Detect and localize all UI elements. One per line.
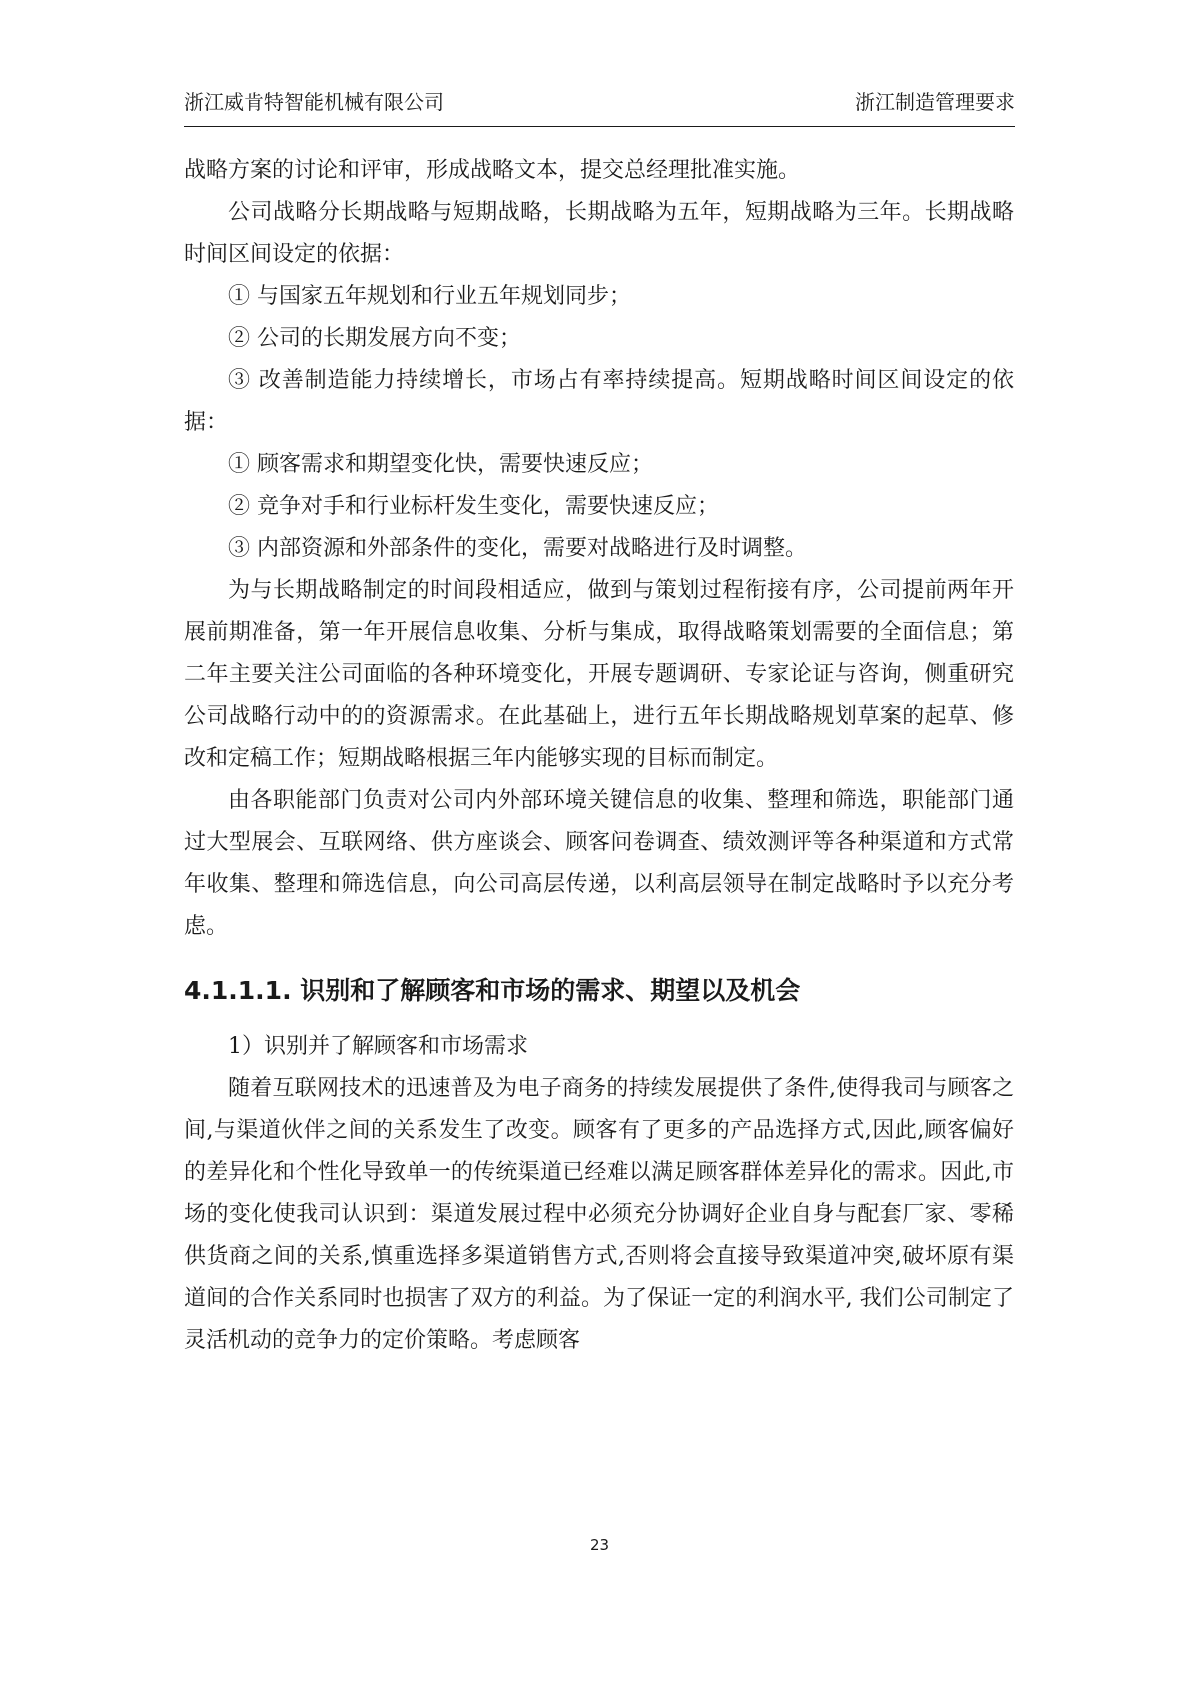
page-number: 23: [589, 1536, 610, 1554]
paragraph-customer-market-needs: 随着互联网技术的迅速普及为电子商务的持续发展提供了条件,使得我司与顾客之间,与渠道伙伴之间的关系发生了改变。顾客有了更多的产品选择方式,因此,顾客偏好的差异化和个性化导致单一的传统渠道已经难以满足顾客群体差异化的需求。因此,市场的变化使我司认识到：渠道发展过程中必须充分协调好企业自身与配套厂家、零稀供货商之间的关系,慎重选择多渠道销售方式,否则将会直接导致渠道冲突,破坏原有渠道间的合作关系同时也损害了双方的利益。为了保证一定的利润水平, 我们公司制定了灵活机动的竞争力的定价策略。考虑顾客: [184, 1076, 1014, 1353]
list-item-short-term-basis: ② 竞争对手和行业标杆发生变化，需要快速反应；: [228, 494, 719, 519]
document-title: 浙江制造管理要求: [855, 90, 1015, 114]
list-item-short-term-basis: ③ 内部资源和外部条件的变化，需要对战略进行及时调整。: [228, 536, 807, 561]
paragraph-strategy-periods: 公司战略分长期战略与短期战略，长期战略为五年，短期战略为三年。长期战略时间区间设定的依据：: [184, 200, 1014, 267]
page-header: [184, 84, 1015, 120]
paragraph-information-collection: 由各职能部门负责对公司内外部环境关键信息的收集、整理和筛选，职能部门通过大型展会、互联网络、供方座谈会、顾客问卷调查、绩效测评等各种渠道和方式常年收集、整理和筛选信息，向公司高层传递，以利高层领导在制定战略时予以充分考虑。: [184, 788, 1014, 939]
paragraph-strategy-approval: 战略方案的讨论和评审，形成战略文本，提交总经理批准实施。: [184, 158, 801, 183]
list-item-long-term-basis: ② 公司的长期发展方向不变；: [228, 326, 521, 351]
list-item-long-term-basis: ③ 改善制造能力持续增长，市场占有率持续提高。短期战略时间区间设定的依据：: [184, 368, 1014, 435]
header-divider: [184, 126, 1015, 127]
section-heading: 4.1.1.1. 识别和了解顾客和市场的需求、期望以及机会: [184, 976, 801, 1005]
list-item-long-term-basis: ① 与国家五年规划和行业五年规划同步；: [228, 284, 631, 309]
subsection-heading: 1）识别并了解顾客和市场需求: [228, 1034, 528, 1059]
page-body: [184, 150, 1014, 1362]
list-item-short-term-basis: ① 顾客需求和期望变化快，需要快速反应；: [228, 452, 653, 477]
paragraph-planning-timeline: 为与长期战略制定的时间段相适应，做到与策划过程衔接有序，公司提前两年开展前期准备，第一年开展信息收集、分析与集成，取得战略策划需要的全面信息；第二年主要关注公司面临的各种环境变化，开展专题调研、专家论证与咨询，侧重研究公司战略行动中的的资源需求。在此基础上，进行五年长期战略规划草案的起草、修改和定稿工作；短期战略根据三年内能够实现的目标而制定。: [184, 578, 1014, 771]
company-name: 浙江威肯特智能机械有限公司: [184, 90, 444, 114]
